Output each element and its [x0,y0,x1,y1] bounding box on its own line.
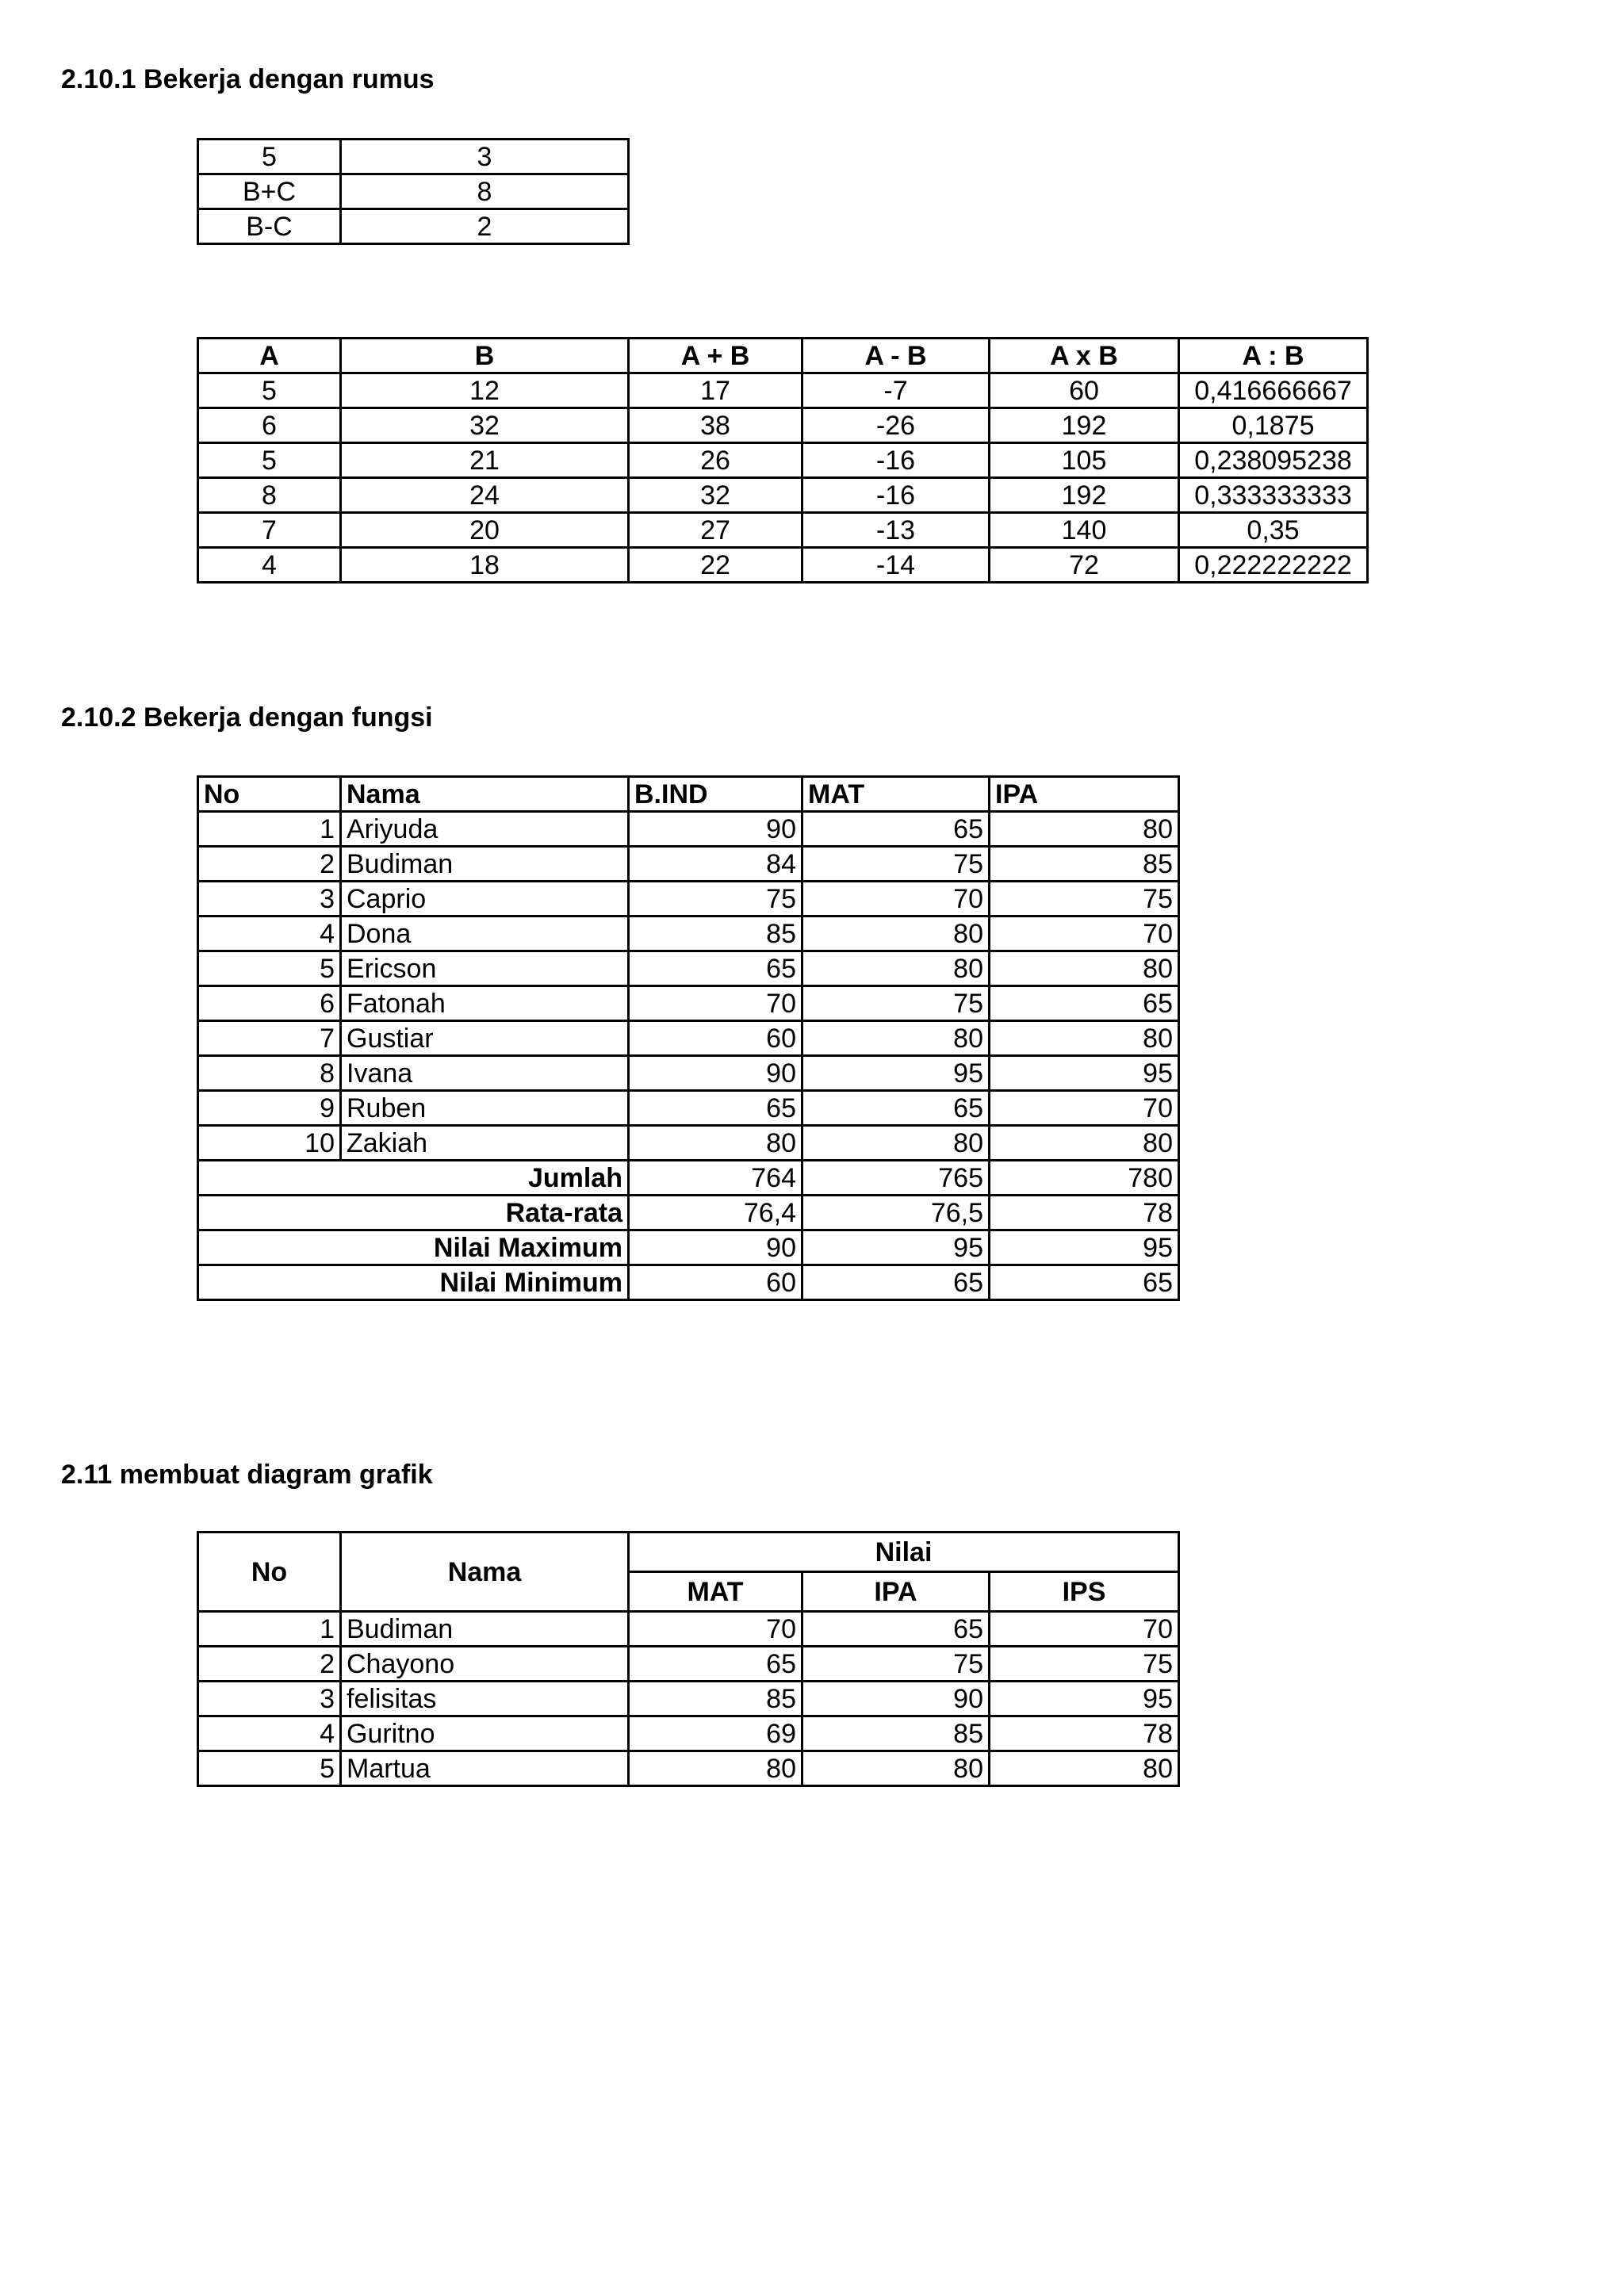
table-cell: 70 [990,916,1179,951]
table-cell: 75 [629,882,802,916]
table-row [198,1091,1179,1126]
table-row [198,1021,1179,1056]
table-cell: Chayono [341,1647,629,1682]
table-cell: 1 [198,812,341,847]
table-cell: 75 [802,1647,990,1682]
table-cell: Gustiar [341,1021,629,1056]
table-cell: 84 [629,847,802,882]
table-cell: 32 [629,478,802,513]
table-row [198,916,1179,951]
table-cell: 5 [198,443,341,478]
table-row [198,209,629,244]
rumus-table-header-row [198,339,1368,373]
table-cell: 90 [629,1056,802,1091]
table-cell: 70 [629,986,802,1021]
summary-value: 764 [629,1161,802,1196]
table-cell: 85 [802,1716,990,1751]
header-ips: IPS [990,1572,1179,1612]
table-cell: 90 [629,812,802,847]
table-cell: 7 [198,1021,341,1056]
table-row [198,1126,1179,1161]
table-cell: 90 [802,1682,990,1716]
column-header: Nama [341,777,629,812]
table-row [198,174,629,209]
header-ipa: IPA [802,1572,990,1612]
summary-label: Jumlah [198,1161,629,1196]
table-cell: 24 [341,478,629,513]
table-cell: 72 [990,548,1179,583]
table-cell: 69 [629,1716,802,1751]
header-no: No [198,1533,341,1612]
table-cell: 95 [802,1056,990,1091]
table-row [198,513,1368,548]
table-cell: 60 [990,373,1179,408]
table-cell: 1 [198,1612,341,1647]
summary-value: 90 [629,1230,802,1265]
column-header: A + B [629,339,802,373]
table-row [198,1647,1179,1682]
table-cell: 18 [341,548,629,583]
table-cell: 80 [990,812,1179,847]
summary-value: 60 [629,1265,802,1300]
table-cell: 65 [629,951,802,986]
table-cell: 80 [990,1751,1179,1786]
fungsi-table [197,775,1180,1301]
table-row [198,986,1179,1021]
summary-value: 95 [990,1230,1179,1265]
table-cell: 75 [802,986,990,1021]
column-header: MAT [802,777,990,812]
table-cell: 3 [341,140,629,174]
table-cell: 0,1875 [1179,408,1368,443]
table-cell: Ariyuda [341,812,629,847]
table-cell: Budiman [341,847,629,882]
table-cell: 22 [629,548,802,583]
table-cell: 20 [341,513,629,548]
summary-label: Nilai Minimum [198,1265,629,1300]
table-cell: 80 [629,1126,802,1161]
grafik-table [197,1531,1180,1787]
table-cell: 5 [198,951,341,986]
summary-label: Nilai Maximum [198,1230,629,1265]
table-cell: Ivana [341,1056,629,1091]
summary-value: 95 [802,1230,990,1265]
table-cell: B+C [198,174,341,209]
table-cell: 60 [629,1021,802,1056]
table-cell: 2 [341,209,629,244]
table-cell: 75 [990,882,1179,916]
summary-row [198,1161,1179,1196]
table-cell: 85 [990,847,1179,882]
column-header: B.IND [629,777,802,812]
table-cell: 80 [990,1021,1179,1056]
table-cell: 21 [341,443,629,478]
table-cell: -7 [802,373,990,408]
table-cell: 80 [629,1751,802,1786]
table-cell: Ericson [341,951,629,986]
table-cell: 9 [198,1091,341,1126]
table-cell: 70 [990,1091,1179,1126]
table-cell: 85 [629,916,802,951]
table-row [198,812,1179,847]
table-cell: -26 [802,408,990,443]
table-cell: 65 [990,986,1179,1021]
table-cell: 65 [629,1647,802,1682]
rumus-small-table [197,138,630,245]
table-cell: Fatonah [341,986,629,1021]
table-cell: 7 [198,513,341,548]
table-cell: 65 [802,812,990,847]
summary-row [198,1230,1179,1265]
table-row [198,443,1368,478]
table-cell: 0,416666667 [1179,373,1368,408]
table-cell: Zakiah [341,1126,629,1161]
header-nama: Nama [341,1533,629,1612]
table-cell: 80 [990,1126,1179,1161]
table-cell: 78 [990,1716,1179,1751]
table-cell: 3 [198,1682,341,1716]
table-cell: 4 [198,548,341,583]
table-row [198,951,1179,986]
table-cell: Ruben [341,1091,629,1126]
table-row [198,1056,1179,1091]
table-cell: 70 [802,882,990,916]
header-mat: MAT [629,1572,802,1612]
summary-value: 65 [802,1265,990,1300]
table-cell: 95 [990,1056,1179,1091]
table-cell: 26 [629,443,802,478]
table-cell: 27 [629,513,802,548]
table-row [198,1682,1179,1716]
table-cell: 4 [198,1716,341,1751]
table-cell: felisitas [341,1682,629,1716]
table-cell: 8 [198,1056,341,1091]
summary-label: Rata-rata [198,1196,629,1230]
column-header: A : B [1179,339,1368,373]
summary-value: 765 [802,1161,990,1196]
header-nilai: Nilai [629,1533,1179,1572]
table-cell: Martua [341,1751,629,1786]
section-heading-fungsi: 2.10.2 Bekerja dengan fungsi [61,702,433,733]
summary-value: 780 [990,1161,1179,1196]
table-cell: Dona [341,916,629,951]
table-cell: 8 [198,478,341,513]
table-cell: 70 [629,1612,802,1647]
table-cell: 10 [198,1126,341,1161]
table-cell: Guritno [341,1716,629,1751]
table-cell: 80 [802,951,990,986]
table-cell: 140 [990,513,1179,548]
table-cell: 2 [198,847,341,882]
column-header: IPA [990,777,1179,812]
table-cell: 65 [629,1091,802,1126]
table-cell: 0,222222222 [1179,548,1368,583]
table-cell: 3 [198,882,341,916]
table-cell: 17 [629,373,802,408]
section-heading-rumus: 2.10.1 Bekerja dengan rumus [61,64,435,94]
table-row [198,478,1368,513]
table-cell: 80 [990,951,1179,986]
column-header: A x B [990,339,1179,373]
table-cell: 192 [990,408,1179,443]
table-row [198,408,1368,443]
column-header: No [198,777,341,812]
grafik-table-header-row [198,1533,1179,1572]
column-header: A [198,339,341,373]
table-cell: 4 [198,916,341,951]
table-cell: 85 [629,1682,802,1716]
table-cell: 2 [198,1647,341,1682]
table-cell: 5 [198,140,341,174]
table-cell: 80 [802,916,990,951]
table-cell: 32 [341,408,629,443]
table-row [198,373,1368,408]
table-cell: 5 [198,373,341,408]
table-cell: 75 [990,1647,1179,1682]
table-cell: 65 [802,1091,990,1126]
summary-value: 65 [990,1265,1179,1300]
table-cell: 0,35 [1179,513,1368,548]
section-heading-grafik: 2.11 membuat diagram grafik [61,1460,433,1490]
table-cell: 12 [341,373,629,408]
fungsi-table-header-row [198,777,1179,812]
table-cell: 0,333333333 [1179,478,1368,513]
table-row [198,1751,1179,1786]
table-row [198,548,1368,583]
table-cell: -14 [802,548,990,583]
summary-value: 78 [990,1196,1179,1230]
table-cell: B-C [198,209,341,244]
summary-value: 76,5 [802,1196,990,1230]
table-cell: -13 [802,513,990,548]
table-row [198,1612,1179,1647]
table-cell: Caprio [341,882,629,916]
table-cell: 95 [990,1682,1179,1716]
table-cell: 6 [198,408,341,443]
table-cell: 80 [802,1021,990,1056]
table-cell: 38 [629,408,802,443]
summary-value: 76,4 [629,1196,802,1230]
table-cell: 80 [802,1751,990,1786]
table-cell: 0,238095238 [1179,443,1368,478]
table-row [198,1716,1179,1751]
table-cell: 192 [990,478,1179,513]
summary-row [198,1265,1179,1300]
summary-row [198,1196,1179,1230]
table-cell: 70 [990,1612,1179,1647]
table-cell: 8 [341,174,629,209]
table-cell: 65 [802,1612,990,1647]
table-cell: 80 [802,1126,990,1161]
table-row [198,140,629,174]
rumus-table [197,337,1369,584]
column-header: A - B [802,339,990,373]
table-cell: 5 [198,1751,341,1786]
table-row [198,847,1179,882]
table-row [198,882,1179,916]
table-cell: 105 [990,443,1179,478]
table-cell: 75 [802,847,990,882]
table-cell: -16 [802,478,990,513]
table-cell: Budiman [341,1612,629,1647]
table-cell: 6 [198,986,341,1021]
table-cell: -16 [802,443,990,478]
column-header: B [341,339,629,373]
